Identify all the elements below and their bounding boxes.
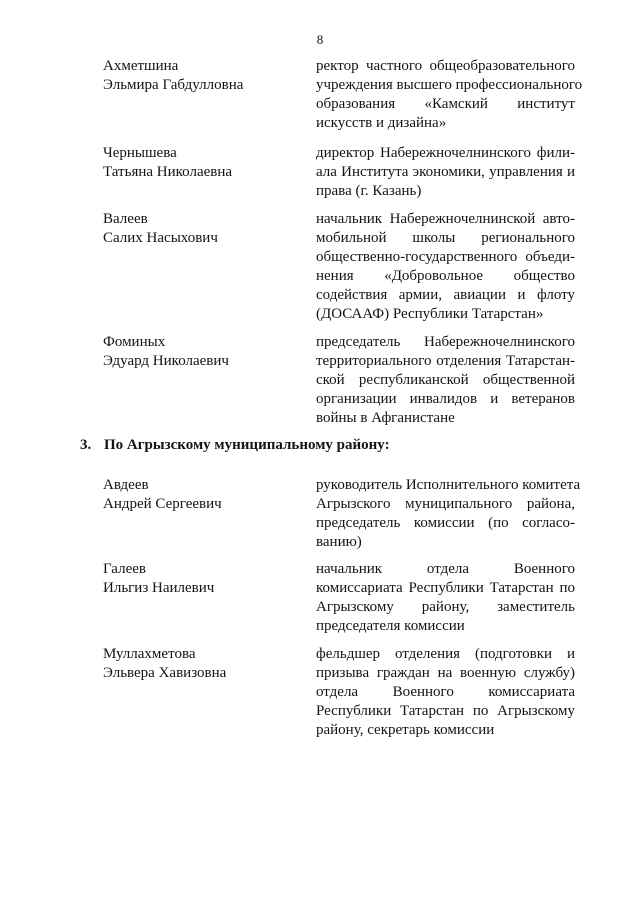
position-line: ванию)	[316, 534, 362, 550]
section-number: 3.	[80, 437, 92, 453]
position-line: организации инвалидов и ветеранов	[316, 391, 575, 407]
position-line: Агрызскому району, заместитель	[316, 599, 575, 615]
position-line: права (г. Казань)	[316, 183, 422, 199]
member-surname: Муллахметова	[103, 646, 196, 662]
position-line: председатель Набережночелнинского	[316, 334, 575, 350]
member-given-name: Татьяна Николаевна	[103, 164, 233, 180]
member-name	[103, 476, 263, 514]
position-line: председателя комиссии	[316, 618, 465, 634]
member-name	[103, 560, 263, 598]
position-line: председатель комиссии (по согласо-	[316, 515, 575, 531]
member-position	[316, 476, 581, 552]
page-number: 8	[316, 32, 324, 47]
position-line: комиссариата Республики Татарстан по	[316, 580, 575, 596]
position-line: призыва граждан на военную службу)	[316, 665, 575, 681]
member-position	[316, 645, 575, 740]
member-name	[103, 144, 263, 182]
position-line: ской республиканской общественной	[316, 372, 575, 388]
member-name	[103, 333, 263, 371]
position-line: отдела Военного комиссариата	[316, 684, 575, 700]
position-line: Республики Татарстан по Агрызскому	[316, 703, 575, 719]
position-line: учреждения высшего профессионального	[316, 77, 583, 93]
position-line: руководитель Исполнительного комитета	[316, 477, 581, 493]
member-position	[316, 57, 583, 133]
position-line: директор Набережночелнинского фили-	[316, 145, 575, 161]
position-line: мобильной школы регионального	[316, 230, 575, 246]
member-surname: Авдеев	[103, 477, 149, 493]
member-name	[103, 57, 263, 95]
position-line: (ДОСААФ) Республики Татарстан»	[316, 306, 544, 322]
section-heading	[80, 437, 390, 454]
member-position	[316, 210, 575, 324]
member-given-name: Эдуард Николаевич	[103, 353, 229, 369]
member-surname: Чернышева	[103, 145, 177, 161]
position-line: начальник отдела Военного	[316, 561, 575, 577]
position-line: району, секретарь комиссии	[316, 722, 495, 738]
position-line: общественно-государственного объеди-	[316, 249, 575, 265]
position-line: фельдшер отделения (подготовки и	[316, 646, 575, 662]
member-given-name: Эльвера Хавизовна	[103, 665, 227, 681]
member-position	[316, 144, 575, 201]
member-surname: Галеев	[103, 561, 146, 577]
member-name	[103, 645, 263, 683]
member-surname: Ахметшина	[103, 58, 179, 74]
position-line: Агрызского муниципального района,	[316, 496, 575, 512]
position-line: ала Института экономики, управления и	[316, 164, 575, 180]
position-line: искусств и дизайна»	[316, 115, 447, 131]
position-line: войны в Афганистане	[316, 410, 455, 426]
member-given-name: Андрей Сергеевич	[103, 496, 222, 512]
position-line: содействия армии, авиации и флоту	[316, 287, 575, 303]
position-line: нения «Добровольное общество	[316, 268, 575, 284]
member-surname: Фоминых	[103, 334, 166, 350]
section-title: По Агрызскому муниципальному району:	[104, 437, 390, 453]
member-given-name: Ильгиз Наилевич	[103, 580, 215, 596]
position-line: территориального отделения Татарстан-	[316, 353, 575, 369]
position-line: ректор частного общеобразовательного	[316, 58, 575, 74]
member-surname: Валеев	[103, 211, 148, 227]
member-name	[103, 210, 263, 248]
member-given-name: Салих Насыхович	[103, 230, 218, 246]
position-line: образования «Камский институт	[316, 96, 575, 112]
member-position	[316, 333, 575, 428]
position-line: начальник Набережночелнинской авто-	[316, 211, 575, 227]
member-given-name: Эльмира Габдулловна	[103, 77, 244, 93]
member-position	[316, 560, 575, 636]
